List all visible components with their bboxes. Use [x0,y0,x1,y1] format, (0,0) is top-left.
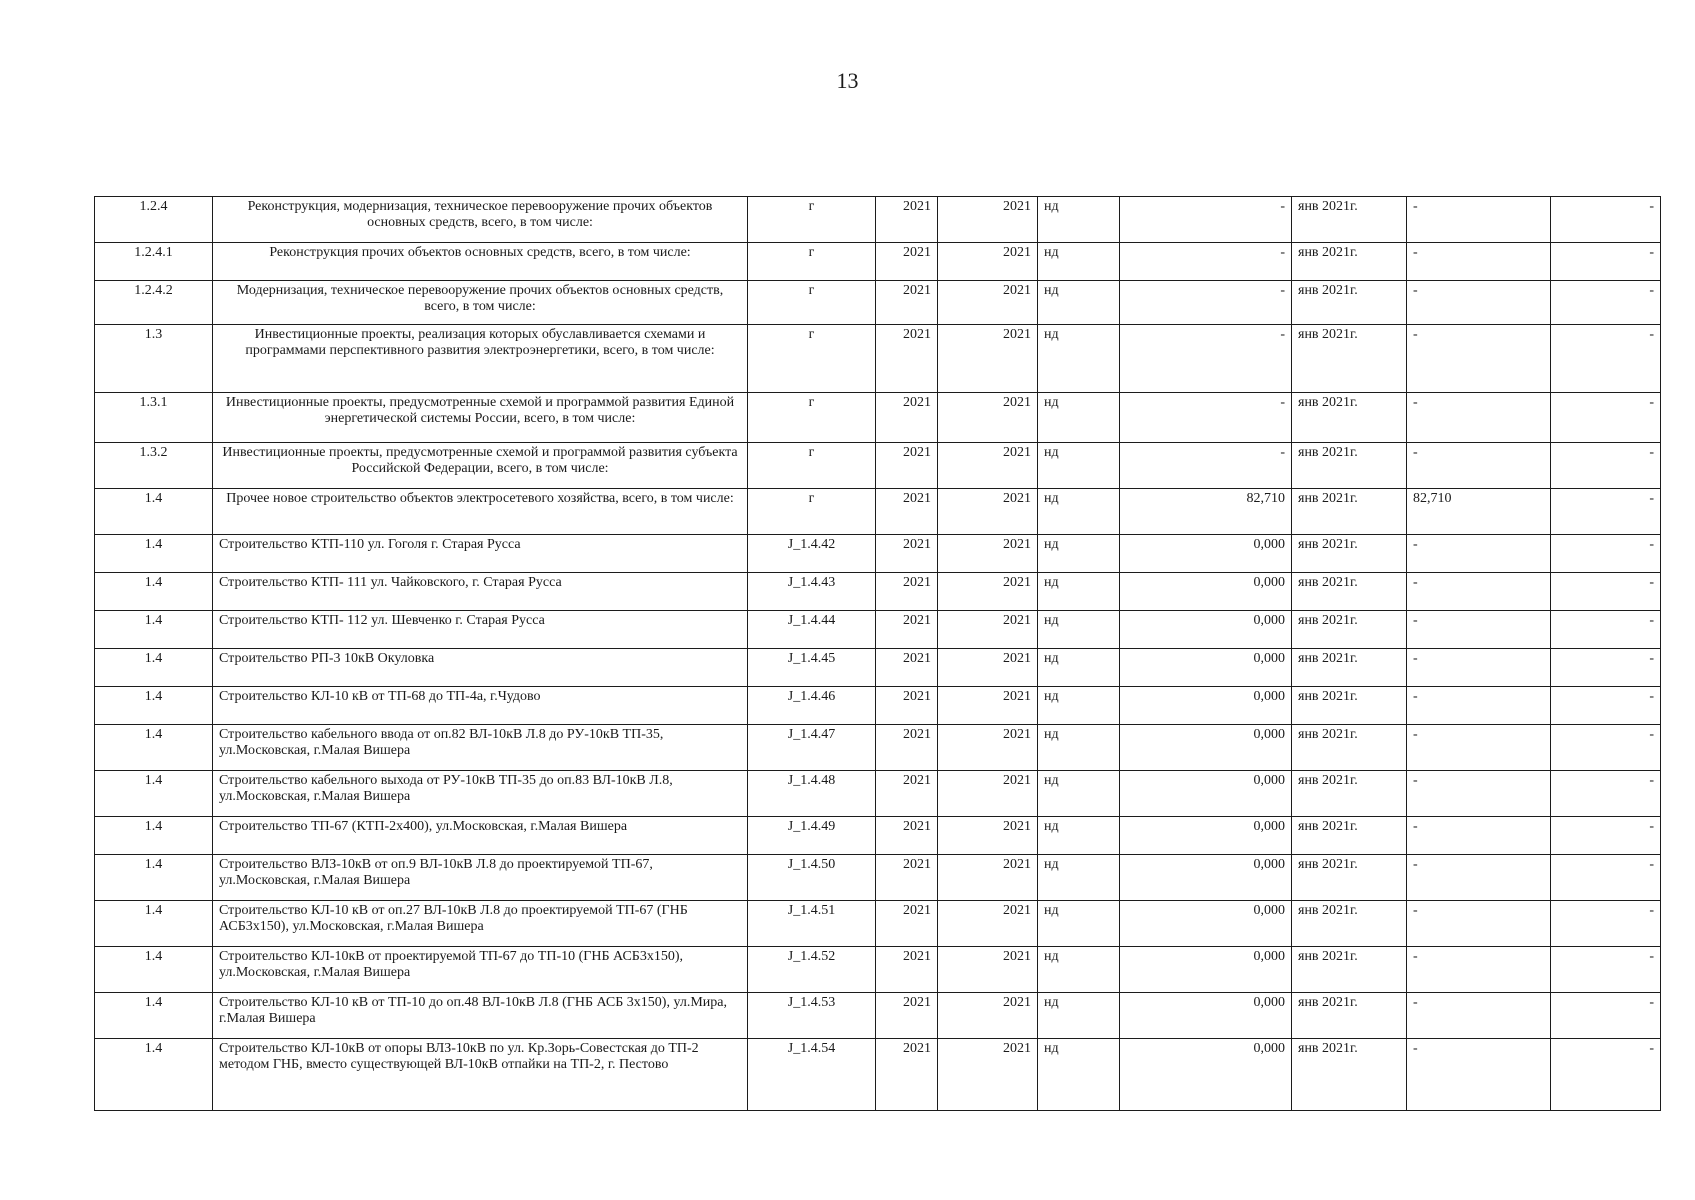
date-cell: янв 2021г. [1292,573,1407,611]
table-row [95,649,1661,687]
start-year: 2021 [876,489,938,535]
row-number: 1.2.4 [95,197,213,243]
row-number: 1.4 [95,649,213,687]
row-number: 1.4 [95,1039,213,1111]
status-nd: нд [1038,993,1120,1039]
table-row [95,771,1661,817]
end-year: 2021 [938,771,1038,817]
table-row [95,243,1661,281]
end-year: 2021 [938,325,1038,393]
end-year: 2021 [938,947,1038,993]
financing-value: - [1407,1039,1551,1111]
cost-value: - [1120,281,1292,325]
financing-value: - [1407,993,1551,1039]
row-number: 1.4 [95,535,213,573]
status-nd: нд [1038,725,1120,771]
status-nd: нд [1038,687,1120,725]
start-year: 2021 [876,197,938,243]
last-value: - [1551,197,1661,243]
financing-value: - [1407,281,1551,325]
start-year: 2021 [876,855,938,901]
project-code: г [748,489,876,535]
project-code: J_1.4.51 [748,901,876,947]
project-code: г [748,243,876,281]
cost-value: 0,000 [1120,725,1292,771]
date-cell: янв 2021г. [1292,611,1407,649]
financing-value: - [1407,901,1551,947]
table-row [95,489,1661,535]
cost-value: 0,000 [1120,611,1292,649]
start-year: 2021 [876,393,938,443]
last-value: - [1551,393,1661,443]
financing-value: - [1407,443,1551,489]
date-cell: янв 2021г. [1292,687,1407,725]
project-code: г [748,443,876,489]
last-value: - [1551,1039,1661,1111]
row-number: 1.2.4.2 [95,281,213,325]
project-code: J_1.4.47 [748,725,876,771]
last-value: - [1551,573,1661,611]
date-cell: янв 2021г. [1292,1039,1407,1111]
object-name: Строительство КТП- 111 ул. Чайковского, г. Старая Русса [213,573,748,611]
row-number: 1.3.2 [95,443,213,489]
date-cell: янв 2021г. [1292,901,1407,947]
table-row [95,443,1661,489]
status-nd: нд [1038,855,1120,901]
end-year: 2021 [938,443,1038,489]
date-cell: янв 2021г. [1292,325,1407,393]
financing-value: - [1407,855,1551,901]
date-cell: янв 2021г. [1292,817,1407,855]
row-number: 1.4 [95,611,213,649]
last-value: - [1551,325,1661,393]
table-row [95,281,1661,325]
cost-value: - [1120,393,1292,443]
status-nd: нд [1038,901,1120,947]
row-number: 1.3 [95,325,213,393]
object-name: Реконструкция, модернизация, техническое перевооружение прочих объектов основных средств, всего, в том числе: [213,197,748,243]
start-year: 2021 [876,325,938,393]
page-number: 13 [836,68,859,93]
date-cell: янв 2021г. [1292,649,1407,687]
start-year: 2021 [876,611,938,649]
financing-value: - [1407,393,1551,443]
end-year: 2021 [938,611,1038,649]
row-number: 1.4 [95,489,213,535]
financing-value: - [1407,197,1551,243]
last-value: - [1551,243,1661,281]
project-code: J_1.4.42 [748,535,876,573]
last-value: - [1551,611,1661,649]
start-year: 2021 [876,649,938,687]
start-year: 2021 [876,993,938,1039]
last-value: - [1551,687,1661,725]
start-year: 2021 [876,817,938,855]
cost-value: 0,000 [1120,1039,1292,1111]
project-code: J_1.4.45 [748,649,876,687]
end-year: 2021 [938,993,1038,1039]
project-code: J_1.4.54 [748,1039,876,1111]
start-year: 2021 [876,771,938,817]
object-name: Строительство КЛ-10кВ от проектируемой ТП-67 до ТП-10 (ГНБ АСБ3х150), ул.Московская, г.Малая Вишера [213,947,748,993]
start-year: 2021 [876,901,938,947]
start-year: 2021 [876,573,938,611]
table-row [95,993,1661,1039]
date-cell: янв 2021г. [1292,197,1407,243]
cost-value: - [1120,325,1292,393]
last-value: - [1551,855,1661,901]
financing-value: - [1407,611,1551,649]
date-cell: янв 2021г. [1292,281,1407,325]
row-number: 1.4 [95,993,213,1039]
object-name: Строительство КТП-110 ул. Гоголя г. Старая Русса [213,535,748,573]
end-year: 2021 [938,573,1038,611]
table-row [95,855,1661,901]
date-cell: янв 2021г. [1292,535,1407,573]
cost-value: 0,000 [1120,947,1292,993]
start-year: 2021 [876,443,938,489]
end-year: 2021 [938,855,1038,901]
status-nd: нд [1038,393,1120,443]
object-name: Строительство КЛ-10 кВ от ТП-10 до оп.48 ВЛ-10кВ Л.8 (ГНБ АСБ 3х150), ул.Мира, г.Малая Вишера [213,993,748,1039]
row-number: 1.4 [95,855,213,901]
row-number: 1.4 [95,771,213,817]
financing-value: - [1407,687,1551,725]
project-code: J_1.4.44 [748,611,876,649]
last-value: - [1551,535,1661,573]
cost-value: 0,000 [1120,649,1292,687]
last-value: - [1551,443,1661,489]
end-year: 2021 [938,901,1038,947]
cost-value: 0,000 [1120,855,1292,901]
date-cell: янв 2021г. [1292,855,1407,901]
end-year: 2021 [938,243,1038,281]
financing-value: - [1407,947,1551,993]
date-cell: янв 2021г. [1292,993,1407,1039]
last-value: - [1551,771,1661,817]
last-value: - [1551,817,1661,855]
financing-value: - [1407,325,1551,393]
financing-value: 82,710 [1407,489,1551,535]
table-row [95,393,1661,443]
end-year: 2021 [938,535,1038,573]
last-value: - [1551,993,1661,1039]
status-nd: нд [1038,281,1120,325]
table-row [95,325,1661,393]
status-nd: нд [1038,325,1120,393]
cost-value: 0,000 [1120,901,1292,947]
status-nd: нд [1038,489,1120,535]
cost-value: - [1120,443,1292,489]
object-name: Строительство КЛ-10 кВ от оп.27 ВЛ-10кВ Л.8 до проектируемой ТП-67 (ГНБ АСБ3х150), ул.Московская, г.Малая Вишера [213,901,748,947]
table-row [95,725,1661,771]
cost-value: - [1120,243,1292,281]
project-code: г [748,393,876,443]
date-cell: янв 2021г. [1292,947,1407,993]
start-year: 2021 [876,535,938,573]
last-value: - [1551,649,1661,687]
start-year: 2021 [876,725,938,771]
cost-value: 0,000 [1120,817,1292,855]
end-year: 2021 [938,393,1038,443]
project-code: J_1.4.52 [748,947,876,993]
project-code: г [748,325,876,393]
cost-value: - [1120,197,1292,243]
table-row [95,535,1661,573]
end-year: 2021 [938,489,1038,535]
cost-value: 0,000 [1120,771,1292,817]
end-year: 2021 [938,197,1038,243]
financing-value: - [1407,817,1551,855]
object-name: Модернизация, техническое перевооружение прочих объектов основных средств, всего, в том числе: [213,281,748,325]
date-cell: янв 2021г. [1292,725,1407,771]
date-cell: янв 2021г. [1292,771,1407,817]
object-name: Реконструкция прочих объектов основных средств, всего, в том числе: [213,243,748,281]
table-body [95,197,1661,1111]
object-name: Строительство ВЛЗ-10кВ от оп.9 ВЛ-10кВ Л.8 до проектируемой ТП-67, ул.Московская, г.Малая Вишера [213,855,748,901]
status-nd: нд [1038,817,1120,855]
project-code: J_1.4.46 [748,687,876,725]
date-cell: янв 2021г. [1292,393,1407,443]
status-nd: нд [1038,243,1120,281]
object-name: Строительство РП-3 10кВ Окуловка [213,649,748,687]
project-code: г [748,197,876,243]
financing-value: - [1407,649,1551,687]
object-name: Строительство кабельного выхода от РУ-10кВ ТП-35 до оп.83 ВЛ-10кВ Л.8, ул.Московская, г.Малая Вишера [213,771,748,817]
object-name: Строительство КЛ-10 кВ от ТП-68 до ТП-4а, г.Чудово [213,687,748,725]
end-year: 2021 [938,817,1038,855]
table-row [95,947,1661,993]
financing-value: - [1407,771,1551,817]
end-year: 2021 [938,1039,1038,1111]
project-code: J_1.4.53 [748,993,876,1039]
row-number: 1.4 [95,687,213,725]
row-number: 1.4 [95,725,213,771]
status-nd: нд [1038,649,1120,687]
table-row [95,817,1661,855]
object-name: Прочее новое строительство объектов электросетевого хозяйства, всего, в том числе: [213,489,748,535]
table-row [95,687,1661,725]
last-value: - [1551,947,1661,993]
cost-value: 0,000 [1120,535,1292,573]
table-row [95,197,1661,243]
status-nd: нд [1038,573,1120,611]
last-value: - [1551,489,1661,535]
project-code: J_1.4.48 [748,771,876,817]
financing-value: - [1407,243,1551,281]
project-code: J_1.4.43 [748,573,876,611]
start-year: 2021 [876,281,938,325]
row-number: 1.4 [95,573,213,611]
row-number: 1.2.4.1 [95,243,213,281]
cost-value: 0,000 [1120,993,1292,1039]
last-value: - [1551,725,1661,771]
start-year: 2021 [876,1039,938,1111]
status-nd: нд [1038,1039,1120,1111]
table-row [95,573,1661,611]
object-name: Инвестиционные проекты, реализация которых обуславливается схемами и программами перспективного развития электроэнергетики, всего, в том числе: [213,325,748,393]
table-row [95,901,1661,947]
object-name: Строительство КЛ-10кВ от опоры ВЛЗ-10кВ по ул. Кр.Зорь-Совестская до ТП-2 методом ГНБ, вместо существующей ВЛ-10кВ отпайки на ТП-2, г. Пестово [213,1039,748,1111]
object-name: Строительство ТП-67 (КТП-2х400), ул.Московская, г.Малая Вишера [213,817,748,855]
financing-value: - [1407,573,1551,611]
project-code: J_1.4.49 [748,817,876,855]
last-value: - [1551,901,1661,947]
table-row [95,1039,1661,1111]
row-number: 1.4 [95,947,213,993]
date-cell: янв 2021г. [1292,243,1407,281]
start-year: 2021 [876,243,938,281]
status-nd: нд [1038,197,1120,243]
object-name: Строительство КТП- 112 ул. Шевченко г. Старая Русса [213,611,748,649]
financing-value: - [1407,725,1551,771]
end-year: 2021 [938,687,1038,725]
status-nd: нд [1038,443,1120,489]
financing-value: - [1407,535,1551,573]
start-year: 2021 [876,687,938,725]
date-cell: янв 2021г. [1292,489,1407,535]
object-name: Строительство кабельного ввода от оп.82 ВЛ-10кВ Л.8 до РУ-10кВ ТП-35, ул.Московская, г.Малая Вишера [213,725,748,771]
status-nd: нд [1038,535,1120,573]
status-nd: нд [1038,611,1120,649]
end-year: 2021 [938,281,1038,325]
cost-value: 0,000 [1120,573,1292,611]
table-row [95,611,1661,649]
object-name: Инвестиционные проекты, предусмотренные схемой и программой развития Единой энергетической системы России, всего, в том числе: [213,393,748,443]
status-nd: нд [1038,771,1120,817]
row-number: 1.4 [95,901,213,947]
row-number: 1.3.1 [95,393,213,443]
end-year: 2021 [938,725,1038,771]
start-year: 2021 [876,947,938,993]
end-year: 2021 [938,649,1038,687]
date-cell: янв 2021г. [1292,443,1407,489]
cost-value: 0,000 [1120,687,1292,725]
project-code: г [748,281,876,325]
cost-value: 82,710 [1120,489,1292,535]
investment-table [94,196,1661,1111]
status-nd: нд [1038,947,1120,993]
project-code: J_1.4.50 [748,855,876,901]
object-name: Инвестиционные проекты, предусмотренные схемой и программой развития субъекта Российской Федерации, всего, в том числе: [213,443,748,489]
last-value: - [1551,281,1661,325]
row-number: 1.4 [95,817,213,855]
